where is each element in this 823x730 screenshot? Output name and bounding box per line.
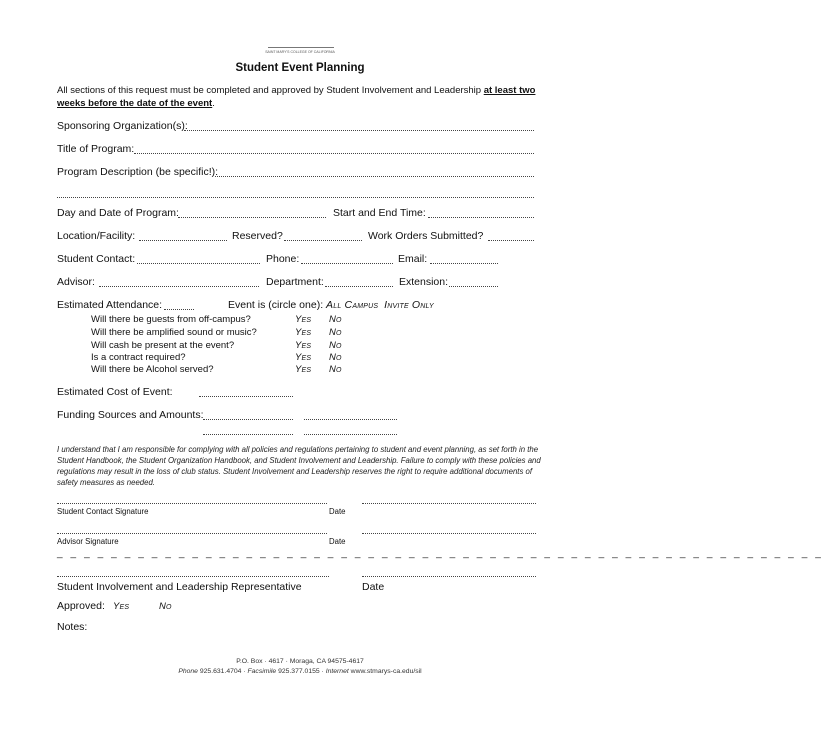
sil-rep-date-field[interactable]: [362, 576, 536, 577]
option-all-campus[interactable]: All Campus: [326, 299, 379, 311]
student-contact-signature-label: Student Contact Signature: [57, 507, 149, 516]
location-label: Location/Facility:: [57, 230, 136, 242]
advisor-signature-label: Advisor Signature: [57, 537, 119, 546]
footer-contact: Phone 925.631.4704 · Facsimile 925.377.0155 · Internet www.stmarys-ca.edu/sil: [178, 668, 422, 675]
email-label: Email:: [398, 253, 428, 265]
student-contact-label: Student Contact:: [57, 253, 136, 265]
advisor-signature-date-field[interactable]: [362, 533, 536, 534]
separator-dashes: _ _ _ _ _ _ _ _ _ _ _ _ _ _ _ _ _ _ _ _ _ _ _ _ _ _ _ _ _ _ _ _ _ _ _ _ _ _ _ _ _ _ _ _ _ _ _ _ _ _ _ _ _ _ _ _ _: [57, 548, 823, 559]
funding-sources-label: Funding Sources and Amounts:: [57, 409, 204, 421]
sil-rep-date-label: Date: [362, 581, 385, 593]
disclaimer-line-3: regulations may result in the loss of club status. Student Involvement and Leadership reserves the right to require additional documents of: [57, 467, 533, 476]
sponsoring-org-label: Sponsoring Organization(s):: [57, 120, 188, 132]
question-contract-yes[interactable]: Yes: [295, 352, 312, 363]
funding-source-field-4[interactable]: [304, 434, 397, 435]
advisor-label: Advisor:: [57, 276, 95, 288]
intro-end: .: [212, 97, 215, 109]
student-signature-date-field[interactable]: [362, 503, 536, 504]
funding-source-field-3[interactable]: [203, 434, 293, 435]
day-date-label: Day and Date of Program:: [57, 207, 179, 219]
footer-internet-label: Internet: [325, 668, 349, 675]
question-contract-text: Is a contract required?: [91, 352, 186, 363]
question-guests-no[interactable]: No: [329, 314, 342, 325]
funding-source-field-2[interactable]: [304, 419, 397, 420]
footer-fax-label: Facsimile: [247, 668, 277, 675]
email-field[interactable]: [430, 263, 498, 264]
sil-rep-label: Student Involvement and Leadership Representative: [57, 581, 302, 593]
question-cash-yes[interactable]: Yes: [295, 340, 312, 351]
day-date-field[interactable]: [178, 217, 326, 218]
estimated-attendance-field[interactable]: [164, 309, 194, 310]
question-sound-no[interactable]: No: [329, 327, 342, 338]
footer-address: P.O. Box · 4617 · Moraga, CA 94575-4617: [236, 658, 364, 665]
title-of-program-field[interactable]: [134, 153, 534, 154]
question-sound-text: Will there be amplified sound or music?: [91, 327, 257, 338]
approved-label: Approved:: [57, 600, 105, 612]
question-alcohol-yes[interactable]: Yes: [295, 364, 312, 375]
footer-fax: 925.377.0155: [278, 668, 320, 675]
question-alcohol-text: Will there be Alcohol served?: [91, 364, 214, 375]
disclaimer-line-2: Student Handbook, the Student Organization Handbook, and Student Involvement and Leadership. Failure to comply with these policies and: [57, 456, 541, 465]
phone-label: Phone:: [266, 253, 300, 265]
work-orders-label: Work Orders Submitted?: [368, 230, 484, 242]
notes-label: Notes:: [57, 621, 88, 633]
approved-no[interactable]: No: [159, 601, 172, 612]
estimated-cost-label: Estimated Cost of Event:: [57, 386, 173, 398]
question-cash-no[interactable]: No: [329, 340, 342, 351]
intro-paragraph: [57, 85, 542, 110]
student-signature-field[interactable]: [57, 503, 327, 504]
location-field[interactable]: [139, 240, 227, 241]
program-description-field-2[interactable]: [57, 197, 534, 198]
advisor-signature-field[interactable]: [57, 533, 327, 534]
funding-source-field-1[interactable]: [203, 419, 293, 420]
department-field[interactable]: [325, 286, 393, 287]
question-guests-text: Will there be guests from off-campus?: [91, 314, 251, 325]
question-alcohol-no[interactable]: No: [329, 364, 342, 375]
estimated-cost-field[interactable]: [199, 396, 293, 397]
extension-field[interactable]: [449, 286, 498, 287]
option-invite-only[interactable]: Invite Only: [384, 299, 434, 311]
intro-text: All sections of this request must be completed and approved by Student Involvement and Leadership: [57, 85, 484, 96]
footer-phone-label: Phone: [178, 668, 198, 675]
reserved-label: Reserved?: [232, 230, 283, 242]
question-cash-text: Will cash be present at the event?: [91, 340, 235, 351]
disclaimer-line-1: I understand that I am responsible for complying with all policies and regulations pertaining to student and event planning, as set forth in the: [57, 445, 539, 454]
phone-field[interactable]: [301, 263, 393, 264]
student-signature-date-label: Date: [329, 507, 346, 516]
program-description-label: Program Description (be specific!):: [57, 166, 219, 178]
sponsoring-org-field[interactable]: [184, 130, 534, 131]
college-name: SAINT MARY'S COLLEGE OF CALIFORNIA: [265, 50, 335, 54]
disclaimer-line-4: safety measures as needed.: [57, 478, 155, 487]
start-end-time-label: Start and End Time:: [333, 207, 426, 219]
reserved-field[interactable]: [284, 240, 362, 241]
title-of-program-label: Title of Program:: [57, 143, 135, 155]
extension-label: Extension:: [399, 276, 449, 288]
responsibility-disclaimer: [57, 444, 542, 488]
start-end-time-field[interactable]: [428, 217, 534, 218]
work-orders-field[interactable]: [488, 240, 534, 241]
sil-rep-signature-field[interactable]: [57, 576, 329, 577]
approved-yes[interactable]: Yes: [113, 601, 130, 612]
event-type-label: [228, 299, 434, 311]
event-is-label: Event is (circle one):: [228, 299, 327, 311]
question-sound-yes[interactable]: Yes: [295, 327, 312, 338]
department-label: Department:: [266, 276, 324, 288]
footer-web-link[interactable]: www.stmarys-ca.edu/sil: [350, 668, 422, 675]
student-contact-field[interactable]: [137, 263, 260, 264]
estimated-attendance-label: Estimated Attendance:: [57, 299, 163, 311]
question-guests-yes[interactable]: Yes: [295, 314, 312, 325]
footer-phone: 925.631.4704: [199, 668, 242, 675]
advisor-signature-date-label: Date: [329, 537, 346, 546]
logo-rule: [268, 47, 334, 48]
page-title: Student Event Planning: [235, 62, 365, 74]
intro-emphasis: at least two weeks before the date of the event: [57, 85, 536, 109]
question-contract-no[interactable]: No: [329, 352, 342, 363]
advisor-field[interactable]: [99, 286, 259, 287]
program-description-field[interactable]: [215, 176, 534, 177]
